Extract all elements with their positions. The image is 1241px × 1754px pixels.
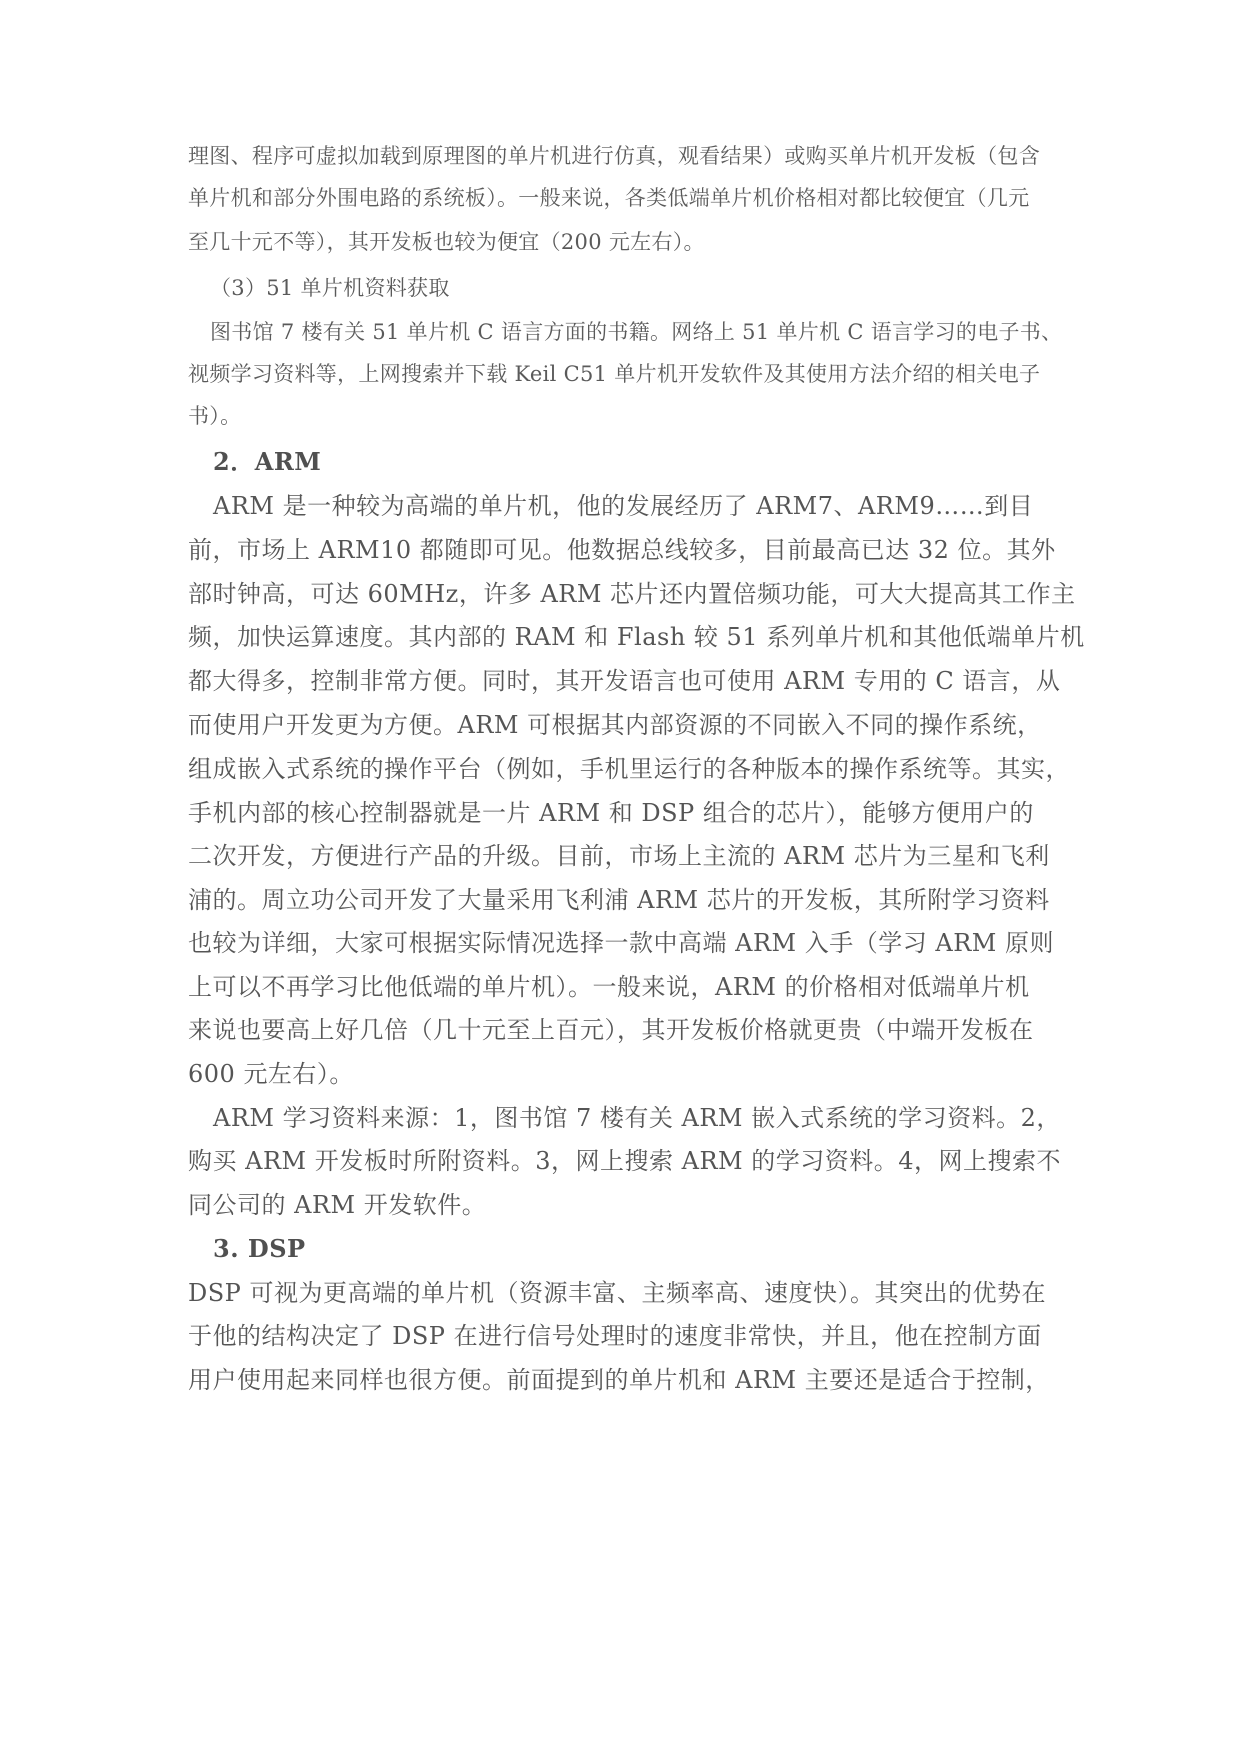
text-line: 用户使用起来同样也很方便。前面提到的单片机和 ARM 主要还是适合于控制，	[188, 1366, 1050, 1394]
text-line: 单片机和部分外围电路的系统板）。一般来说，各类低端单片机价格相对都比较便宜（几元	[188, 186, 1030, 210]
text-line: 也较为详细，大家可根据实际情况选择一款中高端 ARM 入手（学习 ARM 原则	[188, 929, 1054, 957]
text-line: 视频学习资料等，上网搜索并下载 Keil C51 单片机开发软件及其使用方法介绍的相关电子	[188, 362, 1041, 386]
text-line: 手机内部的核心控制器就是一片 ARM 和 DSP 组合的芯片），能够方便用户的	[188, 799, 1034, 827]
text-line: 600 元左右）。	[188, 1060, 354, 1088]
subsection-heading: （3）51 单片机资料获取	[210, 276, 450, 300]
text-line: DSP 可视为更高端的单片机（资源丰富、主频率高、速度快）。其突出的优势在	[188, 1279, 1046, 1307]
text-line: 理图、程序可虚拟加载到原理图的单片机进行仿真，观看结果）或购买单片机开发板（包含	[188, 144, 1040, 168]
text-line: ARM 是一种较为高端的单片机，他的发展经历了 ARM7、ARM9……到目	[213, 492, 1034, 520]
text-line: 都大得多，控制非常方便。同时，其开发语言也可使用 ARM 专用的 C 语言，从	[188, 667, 1061, 695]
text-line: 前，市场上 ARM10 都随即可见。他数据总线较多，目前最高已达 32 位。其外	[188, 536, 1056, 564]
text-line: 购买 ARM 开发板时所附资料。3，网上搜索 ARM 的学习资料。4，网上搜索不	[188, 1147, 1062, 1175]
text-line: 部时钟高，可达 60MHz，许多 ARM 芯片还内置倍频功能，可大大提高其工作主	[188, 580, 1076, 608]
text-line: 上可以不再学习比他低端的单片机）。一般来说，ARM 的价格相对低端单片机	[188, 973, 1030, 1001]
text-line: 同公司的 ARM 开发软件。	[188, 1191, 487, 1219]
text-line: 来说也要高上好几倍（几十元至上百元），其开发板价格就更贵（中端开发板在	[188, 1016, 1034, 1044]
section-heading-arm: 2．ARM	[213, 447, 322, 476]
section-heading-dsp: 3. DSP	[213, 1234, 306, 1263]
text-line: 于他的结构决定了 DSP 在进行信号处理时的速度非常快，并且，他在控制方面	[188, 1322, 1042, 1350]
text-line: 二次开发，方便进行产品的升级。目前，市场上主流的 ARM 芯片为三星和飞利	[188, 842, 1050, 870]
text-line: 图书馆 7 楼有关 51 单片机 C 语言方面的书籍。网络上 51 单片机 C 语言学习的电子书、	[210, 320, 1063, 344]
text-line: 而使用户开发更为方便。ARM 可根据其内部资源的不同嵌入不同的操作系统，	[188, 711, 1042, 739]
text-line: ARM 学习资料来源：1，图书馆 7 楼有关 ARM 嵌入式系统的学习资料。2，	[213, 1104, 1061, 1132]
text-line: 频，加快运算速度。其内部的 RAM 和 Flash 较 51 系列单片机和其他低端单片机	[188, 623, 1085, 651]
text-line: 至几十元不等），其开发板也较为便宜（200 元左右）。	[188, 230, 705, 254]
text-line: 浦的。周立功公司开发了大量采用飞利浦 ARM 芯片的开发板，其所附学习资料	[188, 886, 1050, 914]
text-line: 组成嵌入式系统的操作平台（例如，手机里运行的各种版本的操作系统等。其实，	[188, 755, 1070, 783]
text-line: 书）。	[188, 404, 242, 428]
